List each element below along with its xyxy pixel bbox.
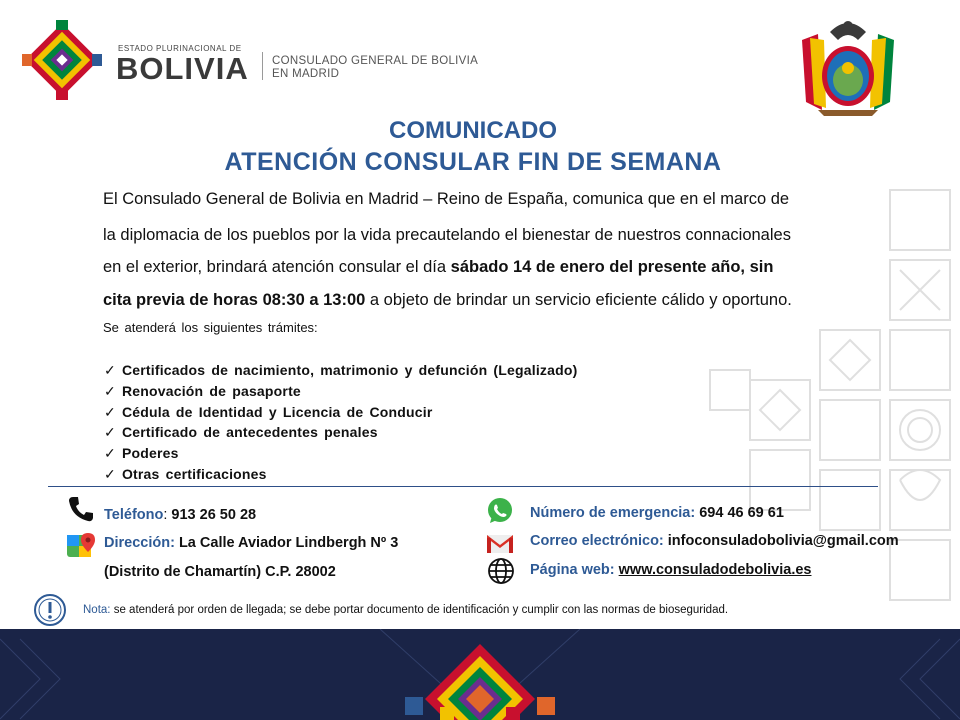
list-item	[104, 360, 577, 381]
footer-pattern	[0, 629, 960, 720]
list-item	[104, 443, 577, 464]
note-text	[83, 604, 728, 616]
emergencia-value: 694 46 69 61	[699, 505, 784, 521]
body-line-3-bold: sábado 14 de enero del presente año, sin	[450, 258, 774, 276]
consulado-name-line1: CONSULADO GENERAL DE BOLIVIA	[272, 55, 479, 67]
web-line	[530, 562, 811, 578]
list-item	[104, 422, 577, 443]
google-maps-icon	[66, 531, 96, 561]
check-icon: ✓	[104, 465, 116, 482]
check-icon: ✓	[104, 362, 116, 378]
tramites-list	[104, 360, 577, 485]
tramite-label: Otras certificaciones	[121, 465, 267, 482]
direccion-label: Dirección:	[104, 535, 175, 551]
telefono-line	[104, 507, 256, 523]
body-line-4	[103, 291, 792, 310]
list-item	[104, 402, 577, 423]
web-label: Página web:	[530, 562, 615, 578]
note-body: se atenderá por orden de llegada; se debe portar documento de identificación y cumplir con las normas de bioseguridad.	[113, 604, 729, 616]
body-line-1: El Consulado General de Bolivia en Madrid – Reino de España, comunica que en el marco de	[103, 190, 790, 208]
correo-line	[530, 533, 899, 549]
title-atencion-consular: ATENCIÓN CONSULAR FIN DE SEMANA	[224, 148, 722, 176]
direccion-line	[104, 535, 398, 551]
tramite-label: Poderes	[121, 445, 179, 462]
emergencia-line	[530, 505, 784, 521]
check-icon: ✓	[104, 382, 116, 399]
phone-icon	[66, 494, 96, 524]
body-line-3-normal: en el exterior, brindará atención consular el día	[103, 258, 451, 276]
correo-label: Correo electrónico:	[530, 533, 664, 549]
body-line-2: la diplomacia de los pueblos por la vida precautelando el bienestar de nuestros connacionales	[103, 226, 791, 244]
direccion-value-line2: (Distrito de Chamartín) C.P. 28002	[104, 564, 336, 580]
tramites-intro: Se atenderá los siguientes trámites:	[103, 320, 318, 335]
brand-title: BOLIVIA	[116, 51, 249, 86]
bolivia-logo-mark-icon	[20, 18, 104, 102]
telefono-label: Teléfono	[104, 507, 164, 523]
list-item	[104, 381, 577, 402]
decorative-pattern-right	[700, 180, 960, 620]
tramite-label: Certificados de nacimiento, matrimonio y defunción (Legalizado)	[121, 362, 578, 378]
gmail-icon	[485, 528, 515, 558]
coat-of-arms-icon	[788, 10, 908, 120]
title-comunicado: COMUNICADO	[389, 117, 557, 144]
check-icon: ✓	[104, 403, 116, 420]
check-icon: ✓	[104, 424, 116, 441]
telefono-value: 913 26 50 28	[171, 507, 257, 523]
footer-band	[0, 629, 960, 720]
section-divider	[48, 486, 878, 487]
web-link[interactable]: www.consuladodebolivia.es	[618, 562, 812, 578]
body-line-4-normal: a objeto de brindar un servicio eficiente cálido y oportuno.	[365, 291, 792, 309]
correo-value[interactable]: infoconsuladobolivia@gmail.com	[667, 533, 899, 549]
brand-divider	[262, 52, 263, 80]
list-item	[104, 464, 577, 485]
globe-icon	[486, 556, 516, 586]
note-label: Nota:	[83, 604, 111, 616]
colon: :	[163, 507, 172, 523]
brand-subtitle: ESTADO PLURINACIONAL DE	[118, 44, 242, 53]
whatsapp-icon	[485, 496, 515, 526]
direccion-value: La Calle Aviador Lindbergh Nº 3	[178, 535, 399, 551]
consulado-name-line2: EN MADRID	[272, 68, 340, 80]
tramite-label: Renovación de pasaporte	[121, 382, 301, 399]
emergencia-label: Número de emergencia:	[530, 505, 696, 521]
check-icon: ✓	[104, 445, 116, 462]
tramite-label: Cédula de Identidad y Licencia de Conducir	[121, 403, 433, 420]
tramite-label: Certificado de antecedentes penales	[121, 424, 378, 441]
body-line-3	[103, 258, 773, 277]
body-line-4-bold: cita previa de horas 08:30 a 13:00	[103, 291, 366, 309]
info-icon	[33, 593, 67, 627]
